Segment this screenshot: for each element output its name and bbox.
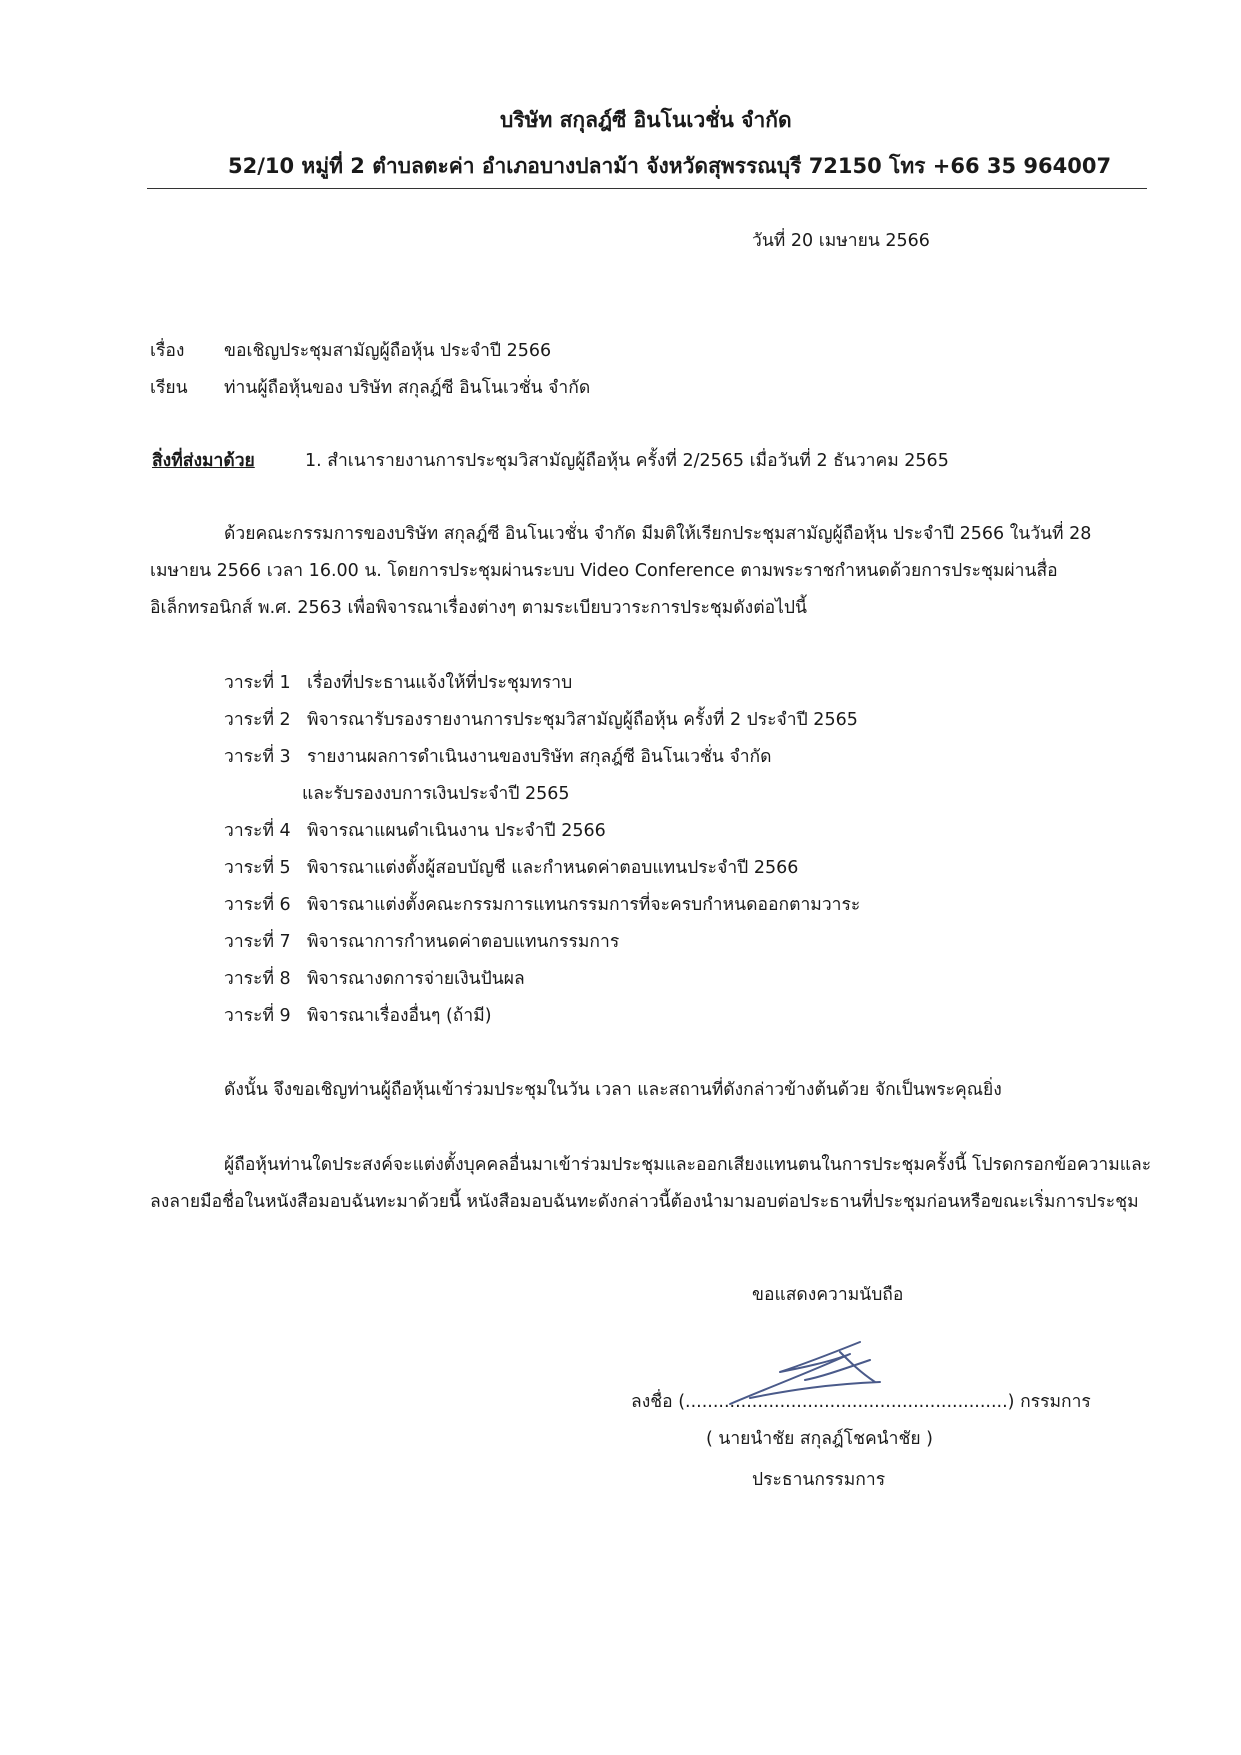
- agenda-item-text: พิจารณาแต่งตั้งผู้สอบบัญชี และกำหนดค่าตอบแทนประจำปี 2566: [307, 858, 799, 878]
- agenda-item-label: วาระที่ 5: [224, 858, 291, 878]
- signature-line: ลงชื่อ (..........................................................) กรรมการ: [631, 1392, 1091, 1412]
- agenda-item-text: พิจารณาแต่งตั้งคณะกรรมการแทนกรรมการที่จะครบกำหนดออกตามวาระ: [307, 895, 861, 915]
- agenda-item-label: วาระที่ 1: [224, 673, 291, 693]
- letter-date: วันที่ 20 เมษายน 2566: [752, 231, 930, 251]
- subject-label: เรื่อง: [150, 341, 185, 361]
- agenda-item-text: พิจารณาการกำหนดค่าตอบแทนกรรมการ: [307, 932, 620, 952]
- signatory-name: ( นายนำชัย สกุลฎ์โชคนำชัย ): [706, 1429, 933, 1449]
- subject-text: ขอเชิญประชุมสามัญผู้ถือหุ้น ประจำปี 2566: [224, 341, 552, 361]
- agenda-item-label: วาระที่ 8: [224, 969, 291, 989]
- agenda-item-text: พิจารณางดการจ่ายเงินปันผล: [307, 969, 525, 989]
- company-address: 52/10 หมู่ที่ 2 ตำบลตะค่า อำเภอบางปลาม้า จังหวัดสุพรรณบุรี 72150 โทร +66 35 964007: [228, 154, 1112, 178]
- recipient-label: เรียน: [150, 378, 188, 398]
- agenda-item-label: วาระที่ 6: [224, 895, 291, 915]
- company-name: บริษัท สกุลฎ์ซี อินโนเวชั่น จำกัด: [500, 108, 792, 132]
- enclosure-label: สิ่งที่ส่งมาด้วย: [152, 451, 255, 471]
- proxy-line: ลงลายมือชื่อในหนังสือมอบฉันทะมาด้วยนี้ หนังสือมอบฉันทะดังกล่าวนี้ต้องนำมามอบต่อประธานที่ประชุมก่อนหรือขณะเริ่มการประชุม: [150, 1192, 1139, 1212]
- enclosure-text: 1. สำเนารายงานการประชุมวิสามัญผู้ถือหุ้น ครั้งที่ 2/2565 เมื่อวันที่ 2 ธันวาคม 2565: [305, 451, 949, 471]
- intro-line: ด้วยคณะกรรมการของบริษัท สกุลฎ์ซี อินโนเวชั่น จำกัด มีมติให้เรียกประชุมสามัญผู้ถือหุ้น ประจำปี 2566 ในวันที่ 28: [224, 524, 1092, 544]
- closing-text: ขอแสดงความนับถือ: [752, 1285, 904, 1305]
- intro-line: เมษายน 2566 เวลา 16.00 น. โดยการประชุมผ่านระบบ Video Conference ตามพระราชกำหนดด้วยการประชุมผ่านสื่อ: [150, 561, 1058, 581]
- proxy-line: ผู้ถือหุ้นท่านใดประสงค์จะแต่งตั้งบุคคลอื่นมาเข้าร่วมประชุมและออกเสียงแทนตนในการประชุมครั้งนี้ โปรดกรอกข้อความและ: [224, 1155, 1152, 1175]
- header-divider: [147, 188, 1147, 189]
- intro-line: อิเล็กทรอนิกส์ พ.ศ. 2563 เพื่อพิจารณาเรื่องต่างๆ ตามระเบียบวาระการประชุมดังต่อไปนี้: [150, 598, 807, 618]
- recipient-text: ท่านผู้ถือหุ้นของ บริษัท สกุลฎ์ซี อินโนเวชั่น จำกัด: [224, 378, 591, 398]
- agenda-item-text: พิจารณาแผนดำเนินงาน ประจำปี 2566: [307, 821, 606, 841]
- signatory-title: ประธานกรรมการ: [752, 1470, 886, 1490]
- invitation-text: ดังนั้น จึงขอเชิญท่านผู้ถือหุ้นเข้าร่วมประชุมในวัน เวลา และสถานที่ดังกล่าวข้างต้นด้วย จักเป็นพระคุณยิ่ง: [224, 1080, 1002, 1100]
- agenda-item-text: และรับรองงบการเงินประจำปี 2565: [302, 784, 570, 804]
- agenda-item-label: วาระที่ 4: [224, 821, 291, 841]
- agenda-item-label: วาระที่ 7: [224, 932, 291, 952]
- agenda-item-text: รายงานผลการดำเนินงานของบริษัท สกุลฎ์ซี อินโนเวชั่น จำกัด: [307, 747, 772, 767]
- agenda-item-text: พิจารณารับรองรายงานการประชุมวิสามัญผู้ถือหุ้น ครั้งที่ 2 ประจำปี 2565: [307, 710, 858, 730]
- agenda-item-label: วาระที่ 2: [224, 710, 291, 730]
- agenda-item-label: วาระที่ 3: [224, 747, 291, 767]
- agenda-item-text: พิจารณาเรื่องอื่นๆ (ถ้ามี): [307, 1006, 492, 1026]
- agenda-item-text: เรื่องที่ประธานแจ้งให้ที่ประชุมทราบ: [307, 673, 573, 693]
- agenda-item-label: วาระที่ 9: [224, 1006, 291, 1026]
